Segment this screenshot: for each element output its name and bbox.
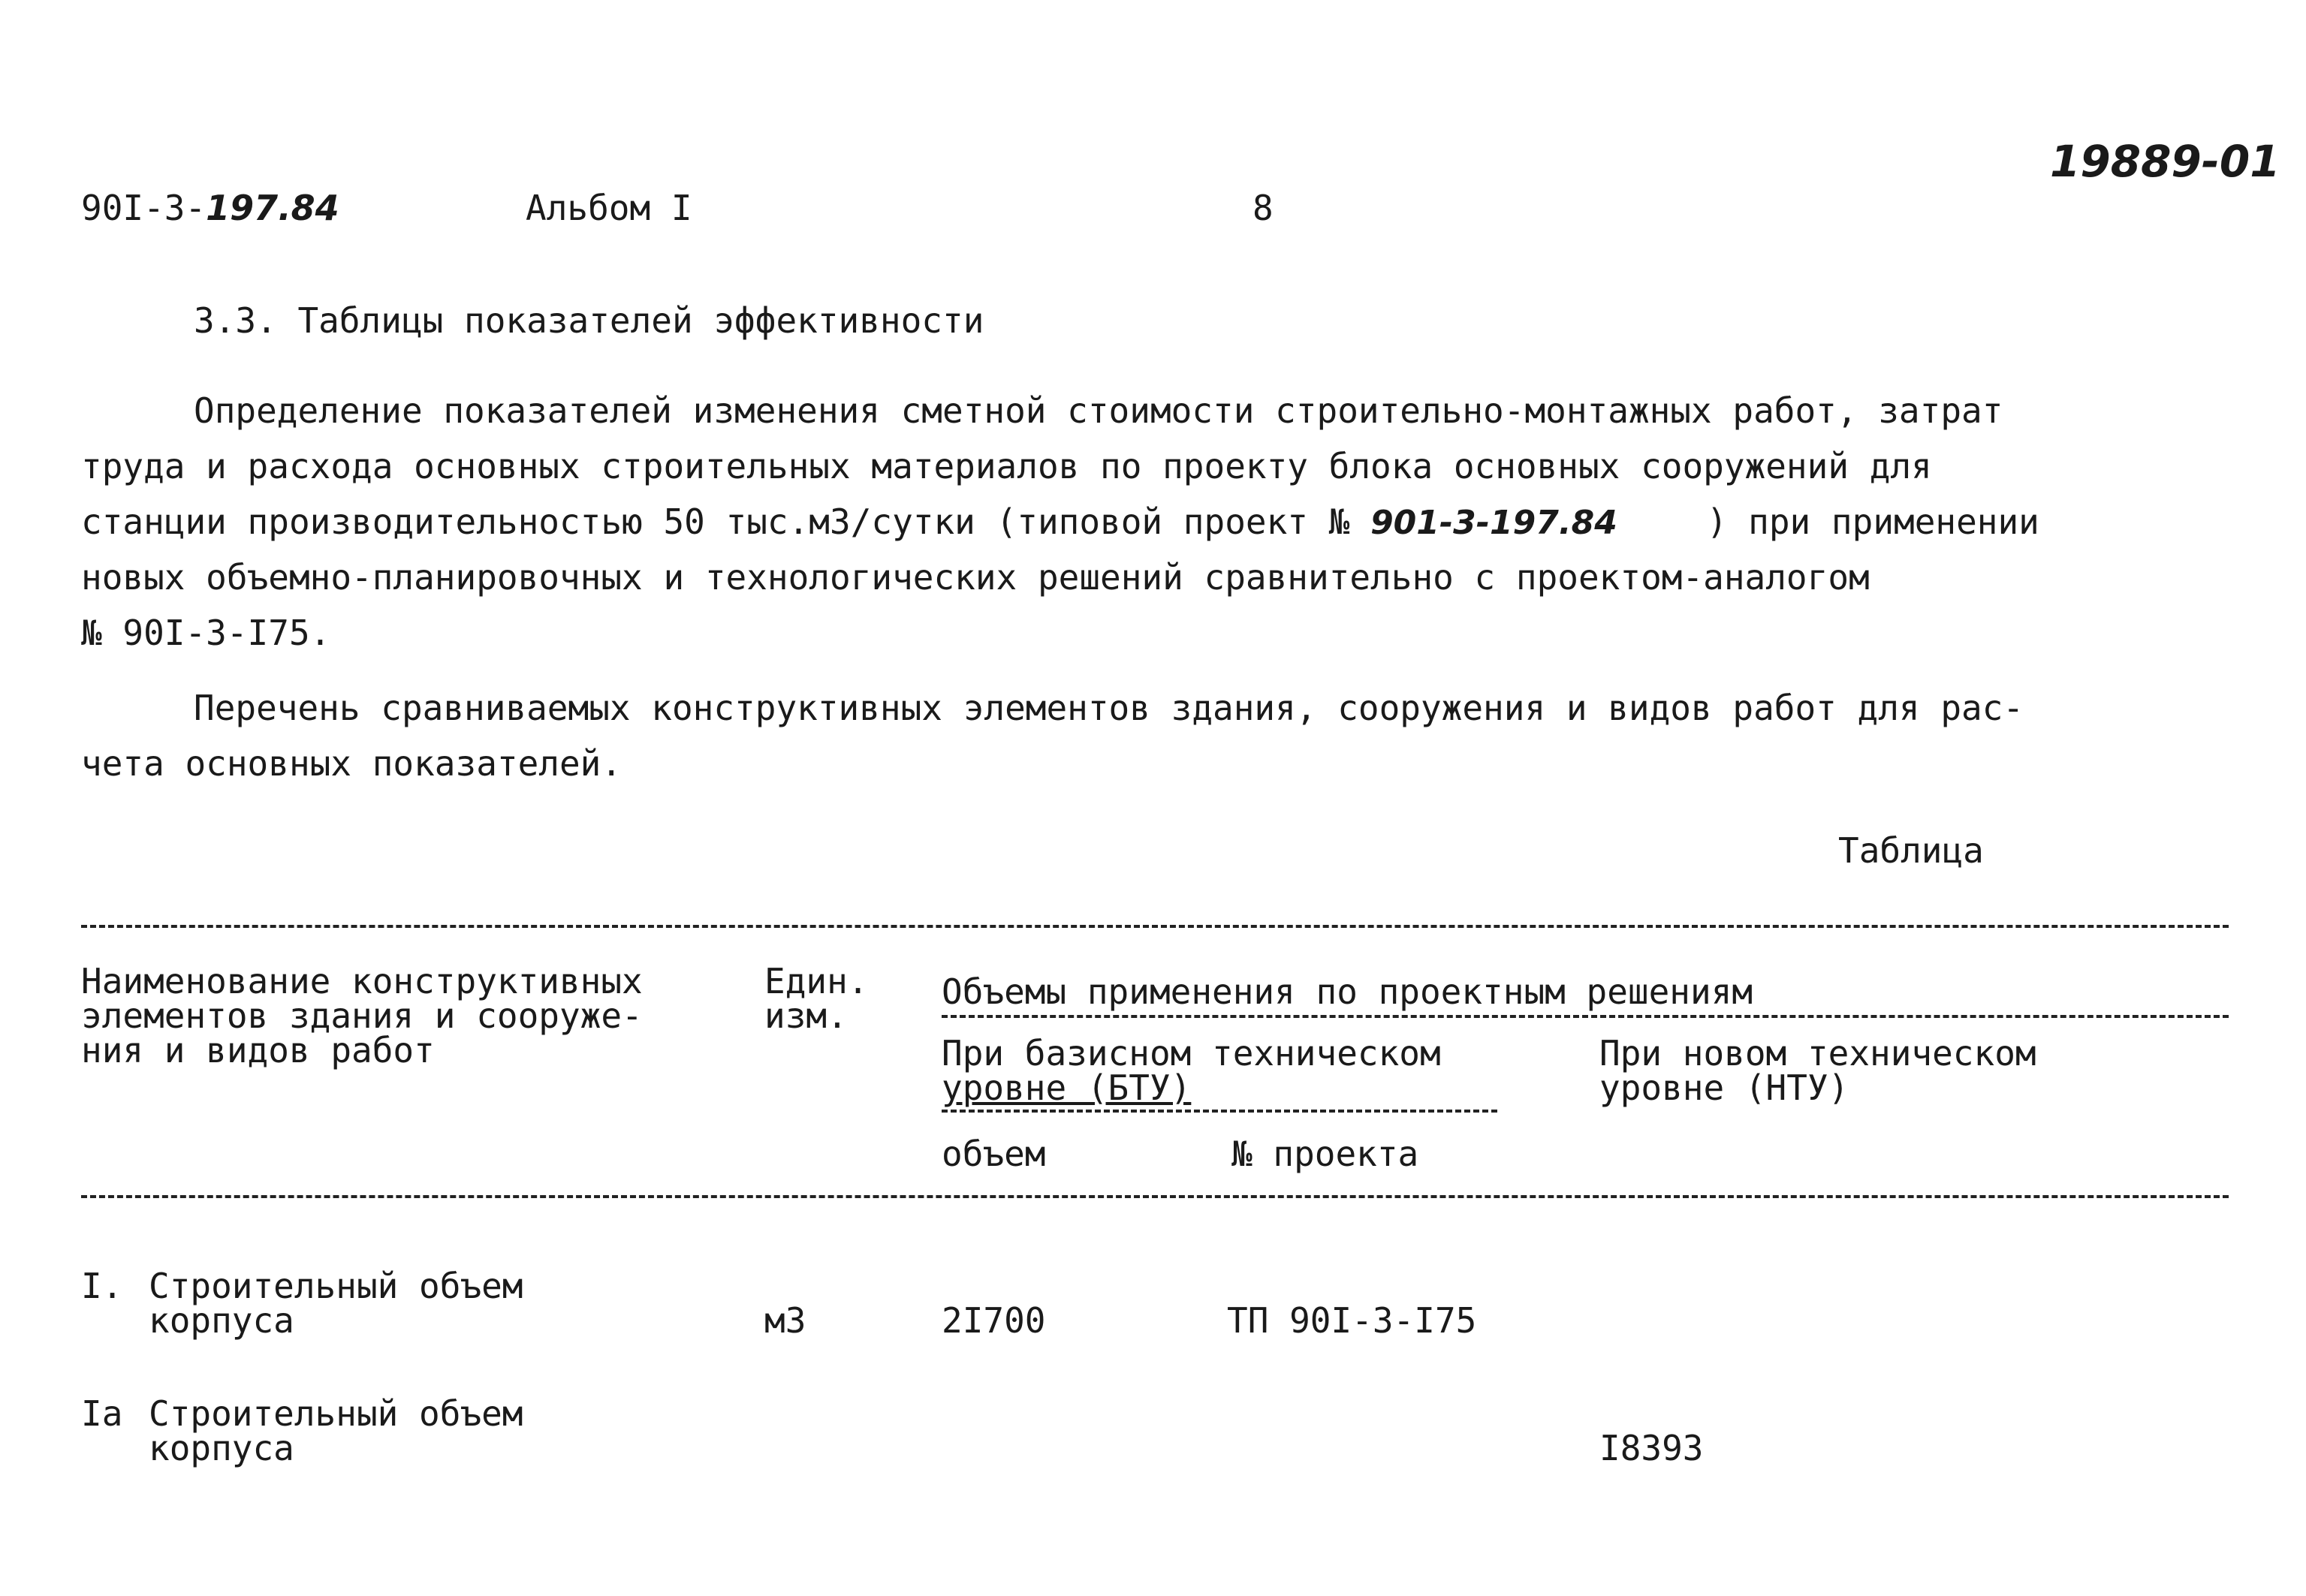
table-caption: Таблица: [1838, 830, 1984, 871]
table-top-rule: [81, 925, 2229, 928]
handwritten-project-number: 901-3-197.84: [1370, 504, 1617, 542]
header-btu-l2: уровне (БТУ): [942, 1068, 1192, 1108]
header-unit-l1: Един.: [764, 961, 869, 1001]
row-name-l2: корпуса: [149, 1300, 294, 1341]
section-title: 3.3. Таблицы показателей эффективности: [194, 300, 984, 341]
para1-line3: [81, 494, 2039, 551]
para2-line1: Перечень сравниваемых конструктивных элементов здания, сооружения и видов работ для рас-: [194, 688, 2024, 728]
row-ntu: I8393: [1599, 1428, 1704, 1468]
para1-line2: труда и расхода основных строительных материалов по проекту блока основных сооружений для: [81, 446, 1932, 486]
header-name-l1: Наименование конструктивных: [81, 961, 643, 1001]
archive-number: 19889-01: [2050, 136, 2280, 187]
row-num: I.: [81, 1266, 123, 1306]
header-volumes: Объемы применения по проектным решениям: [942, 971, 1753, 1012]
para1-line1: Определение показателей изменения сметной стоимости строительно-монтажных работ, затрат: [194, 390, 2003, 431]
header-ntu-l2: уровне (НТУ): [1599, 1068, 1849, 1108]
row-btu-project: ТП 90I-3-I75: [1227, 1300, 1477, 1341]
header-ntu: [1599, 1033, 2036, 1108]
header-unit-l2: изм.: [764, 995, 848, 1036]
row-unit: м3: [764, 1300, 806, 1341]
header-volumes-rule: [942, 1015, 2229, 1018]
para1-line4: новых объемно-планировочных и технологических решений сравнительно с проектом-аналогом: [81, 557, 1870, 598]
para2-line2: чета основных показателей.: [81, 743, 622, 784]
doc-code-prefix: 90I-3-: [81, 188, 206, 228]
album-label: Альбом I: [526, 188, 692, 228]
doc-code-handwritten: 197.84: [206, 188, 339, 228]
header-btu: [942, 1033, 1441, 1108]
header-volume: объем: [942, 1134, 1046, 1174]
row-name-l1: Строительный объем: [149, 1266, 523, 1306]
header-name-l2: элементов здания и сооруже-: [81, 995, 643, 1036]
header-project-no: № проекта: [1231, 1134, 1419, 1174]
row-btu-volume: 2I700: [942, 1300, 1046, 1341]
para1-line3-after: ) при применении: [1706, 501, 2039, 542]
row-name-l2: корпуса: [149, 1428, 294, 1468]
header-btu-l1: При базисном техническом: [942, 1033, 1441, 1074]
header-ntu-l1: При новом техническом: [1599, 1033, 2036, 1074]
row-num: Iа: [81, 1393, 123, 1434]
header-name-col: [81, 961, 643, 1071]
para1-line5: № 90I-3-I75.: [81, 613, 331, 653]
row-name-l1: Строительный объем: [149, 1393, 523, 1434]
header-unit-col: [764, 961, 869, 1036]
page-number: 8: [1252, 188, 1274, 228]
table-header-bottom-rule: [81, 1195, 2229, 1198]
para1-line3-before: станции производительностью 50 тыс.м3/сутки (типовой проект №: [81, 501, 1350, 542]
doc-code: [81, 180, 339, 236]
header-name-l3: ния и видов работ: [81, 1030, 435, 1071]
header-btu-rule: [942, 1110, 1497, 1113]
